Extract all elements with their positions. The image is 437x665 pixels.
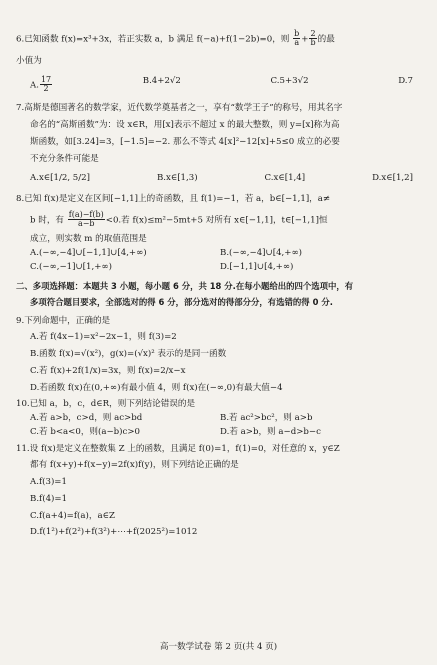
q8-line3: 成立，则实数 m 的取值范围是	[30, 234, 147, 245]
q7-line1: 7.高斯是德国著名的数学家，近代数学奠基者之一，享有“数学王子”的称号，用其名字	[16, 103, 343, 114]
q10-option-c: C.若 b<a<0，则(a−b)c>0	[30, 426, 141, 437]
q6-fraction-b-over-a: $\frac{b}{a}$	[294, 29, 300, 48]
page-footer: 高一数学试卷 第 2 页(共 4 页)	[159, 642, 278, 653]
q11-option-d: D.f(1²)+f(2²)+f(3²)+⋯+f(2025²)=1012	[30, 527, 198, 538]
q7-option-c: C.x∈[1,4]	[264, 173, 306, 184]
q8-line1: 8.已知 f(x)是定义在区间[−1,1]上的奇函数，且 f(1)=−1，若 a，b∈[−1,1]，a≠	[16, 193, 331, 204]
q9-option-d: D.若函数 f(x)在(0,+∞)有最小值 4，则 f(x)在(−∞,0)有最大值−4	[30, 382, 283, 393]
q6-fraction-2-over-b: $\frac{2}{b}$	[310, 29, 316, 48]
q10-options-row1	[16, 413, 423, 424]
question-8	[16, 194, 423, 273]
q10-stem: 10.已知 a，b，c，d∈R，则下列结论错误的是	[16, 399, 196, 410]
q8-option-b: B.(−∞,−4]∪[4,+∞)	[220, 248, 302, 259]
q8-options-row1	[16, 248, 423, 259]
q6-stem-line2: 小值为	[16, 55, 42, 66]
q10-option-d: D.若 a>b，则 a−d>b−c	[220, 426, 321, 437]
q7-line3: 斯函数，如[3.24]=3，[−1.5]=−2. 那么不等式 4[x]²−12[x]+5≤0 成立的必要	[30, 136, 340, 147]
q11-line1: 11.设 f(x)是定义在整数集 Z 上的函数，且满足 f(0)=1，f(1)=0，对任意的 x，y∈Z	[16, 443, 340, 454]
question-7	[16, 103, 423, 184]
q9-option-c: C.若 f(x)+2f(1/x)=3x，则 f(x)=2/x−x	[30, 365, 186, 376]
q10-option-a: A.若 a>b，c>d，则 ac>bd	[30, 413, 143, 424]
section-2-instructions: 二、多项选择题：本题共 3 小题，每小题 6 分，共 18 分.在每小题给出的四个选项中，有 多项符合题目要求，全部选对的得 6 分，部分选对的得部分分，有选错的得 0 分.	[16, 280, 354, 308]
q7-option-d: D.x∈[1,2]	[372, 173, 413, 184]
q9-options	[16, 332, 423, 393]
q6-stem-line1: 6.已知函数 f(x)=x³+3x，若正实数 a，b 满足 f(−a)+f(1−2b)=0，则 $\frac{b}{a}$ + $\frac{2}{b}$ 的最	[16, 29, 335, 48]
q6-option-c: C.5+3√2	[270, 75, 309, 86]
q9-option-a: A.若 f(4x−1)=x²−2x−1，则 f(3)=2	[30, 332, 177, 343]
q8-option-a: A.(−∞,−4]∪[−1,1]∪[4,+∞)	[30, 248, 147, 259]
q9-option-b: B.函数 f(x)=√(x²)，g(x)=(√x)² 表示的是同一函数	[30, 349, 227, 360]
question-6	[16, 30, 423, 93]
q10-option-b: B.若 ac²>bc²，则 a>b	[220, 413, 313, 424]
q11-line2: 都有 f(x+y)+f(x−y)=2f(x)f(y)，则下列结论正确的是	[30, 460, 239, 471]
question-10	[16, 399, 423, 437]
q10-options-row2	[16, 427, 423, 438]
q8-option-c: C.(−∞,−1]∪[1,+∞)	[30, 261, 112, 272]
q7-line4: 不充分条件可能是	[30, 153, 99, 164]
question-9	[16, 316, 423, 394]
q11-option-c: C.f(a+4)=f(a)，a∈Z	[30, 510, 115, 521]
q6-text: 6.已知函数 f(x)=x³+3x，若正实数 a，b 满足 f(−a)+f(1−2b)=0，则	[16, 34, 290, 45]
q7-line2: 命名的“高斯函数”为：设 x∈R，用[x]表示不超过 x 的最大整数，则 y=[x]称为高	[30, 120, 340, 131]
q8-line2: b 时，有 $\frac{f(a)-f(b)}{a-b}$ <0.若 f(x)≤m²−5mt+5 对所有 x∈[−1,1]，t∈[−1,1]恒	[30, 209, 328, 229]
q11-options	[16, 477, 423, 538]
q7-option-b: B.x∈[1,3)	[156, 173, 198, 184]
q6-options	[16, 76, 423, 94]
q9-stem: 9.下列命题中，正确的是	[16, 315, 111, 326]
q8-fraction: $\frac{f(a)-f(b)}{a-b}$	[68, 209, 104, 229]
q7-options	[16, 173, 423, 184]
q6-option-a: A. $\frac{17}{2}$	[30, 74, 52, 93]
q11-option-b: B.f(4)=1	[30, 493, 68, 504]
question-11	[16, 444, 423, 538]
q11-option-a: A.f(3)=1	[30, 477, 67, 488]
q7-option-a: A.x∈[1/2, 5/2]	[30, 173, 90, 184]
q6-option-d: D.7	[398, 75, 413, 86]
q8-option-d: D.[−1,1]∪[4,+∞)	[220, 261, 294, 272]
q6-option-b: B.4+2√2	[142, 75, 181, 86]
q8-options-row2	[16, 262, 423, 273]
